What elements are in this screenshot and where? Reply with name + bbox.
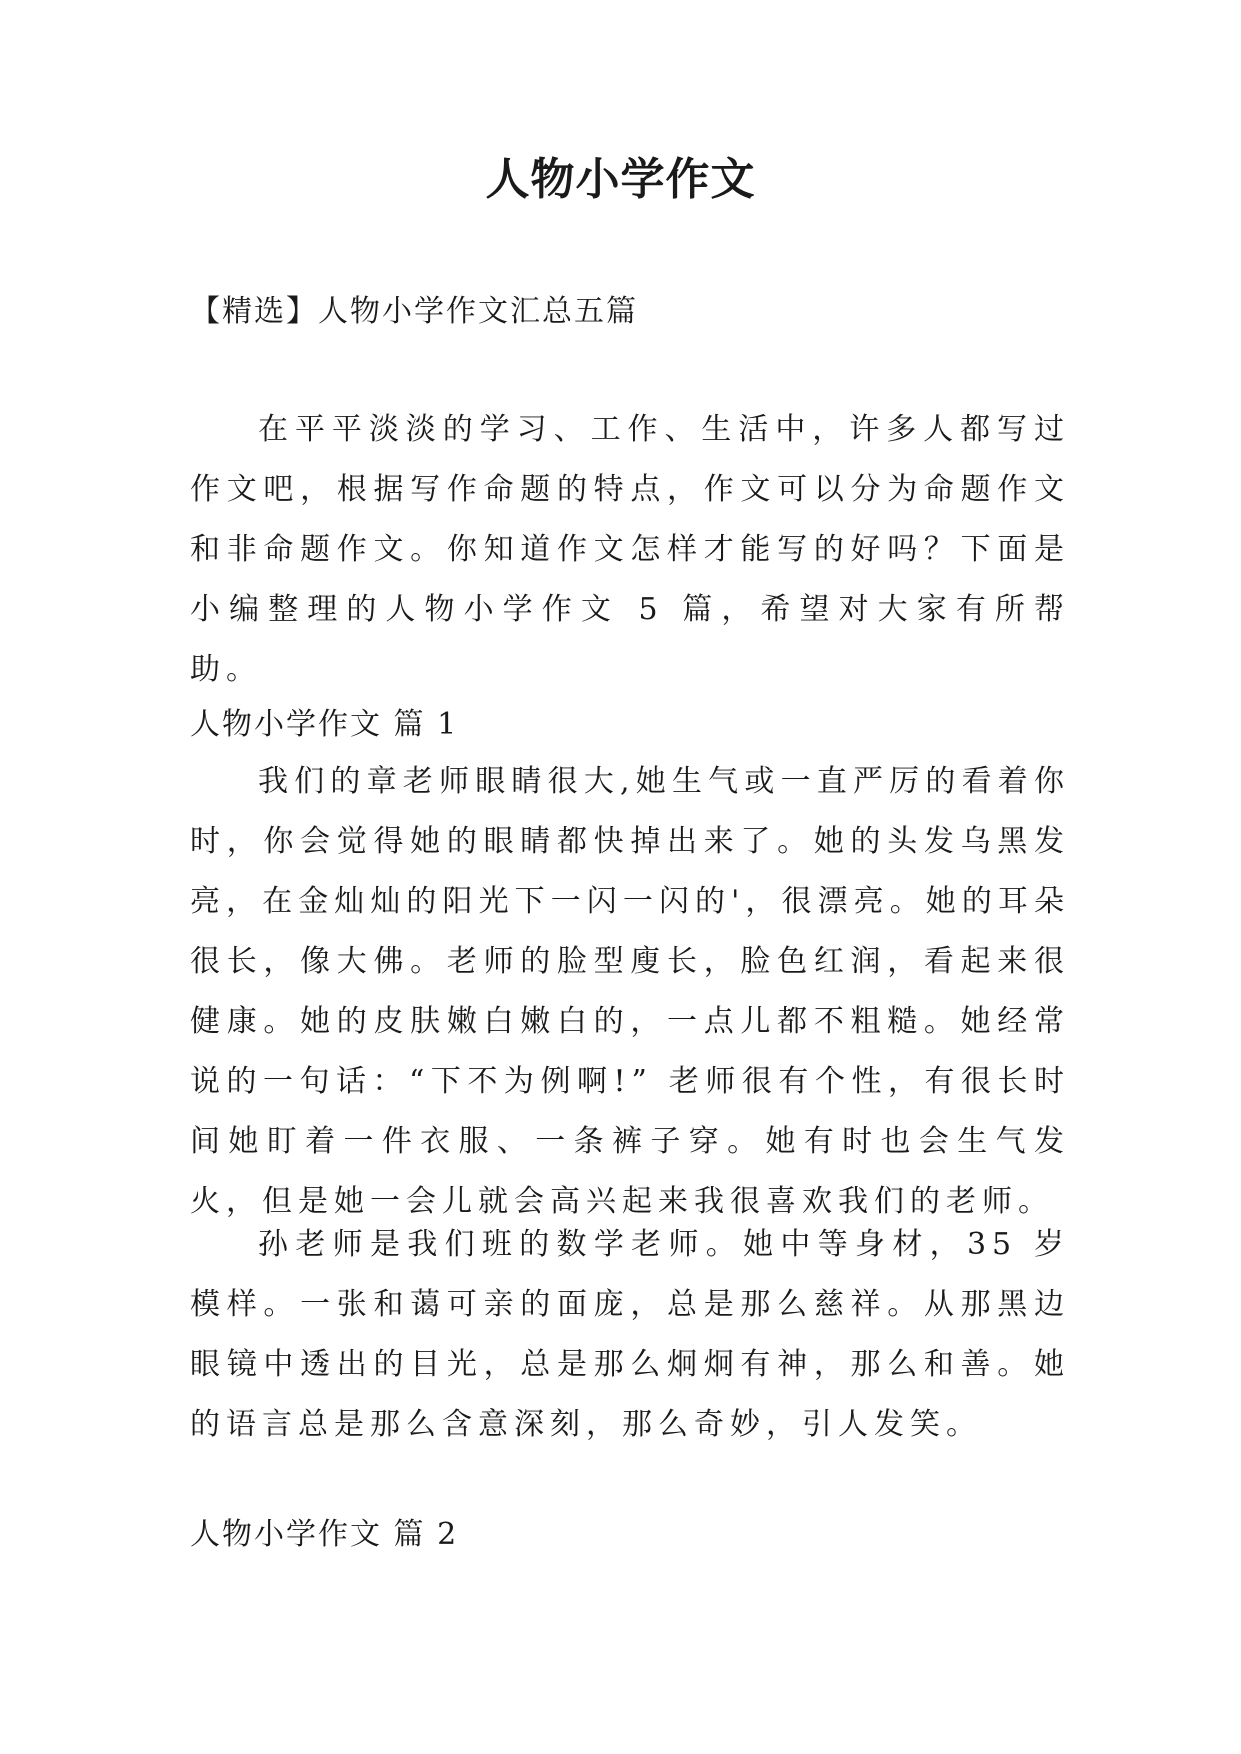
section-1-paragraph-2: 孙老师是我们班的数学老师。她中等身材，35 岁模样。一张和蔼可亲的面庞，总是那么慈祥。从那黑边眼镜中透出的目光，总是那么炯炯有神，那么和善。她的语言总是那么含意深刻，那么奇妙，引人发笑。 xyxy=(190,1227,1070,1442)
document-subtitle: 【精选】人物小学作文汇总五篇 xyxy=(190,294,638,329)
section-1-paragraph-1: 我们的章老师眼睛很大,她生气或一直严厉的看着你时，你会觉得她的眼睛都快掉出来了。她的头发乌黑发亮，在金灿灿的阳光下一闪一闪的'，很漂亮。她的耳朵很长，像大佛。老师的脸型廋长，脸色红润，看起来很健康。她的皮肤嫩白嫩白的，一点儿都不粗糙。她经常说的一句话：“下不为例啊!” 老师很有个性，有很长时间她盯着一件衣服、一条裤子穿。她有时也会生气发火，但是她一会儿就会高兴起来我很喜欢我们的老师。 xyxy=(190,764,1070,1219)
section-heading-1: 人物小学作文 篇 1 xyxy=(190,707,459,742)
section-heading-2: 人物小学作文 篇 2 xyxy=(190,1517,459,1552)
intro-paragraph: 在平平淡淡的学习、工作、生活中，许多人都写过作文吧，根据写作命题的特点，作文可以分为命题作文和非命题作文。你知道作文怎样才能写的好吗？下面是小编整理的人物小学作文 5 篇，希望对大家有所帮助。 xyxy=(190,412,1070,687)
document-title: 人物小学作文 xyxy=(485,154,756,205)
